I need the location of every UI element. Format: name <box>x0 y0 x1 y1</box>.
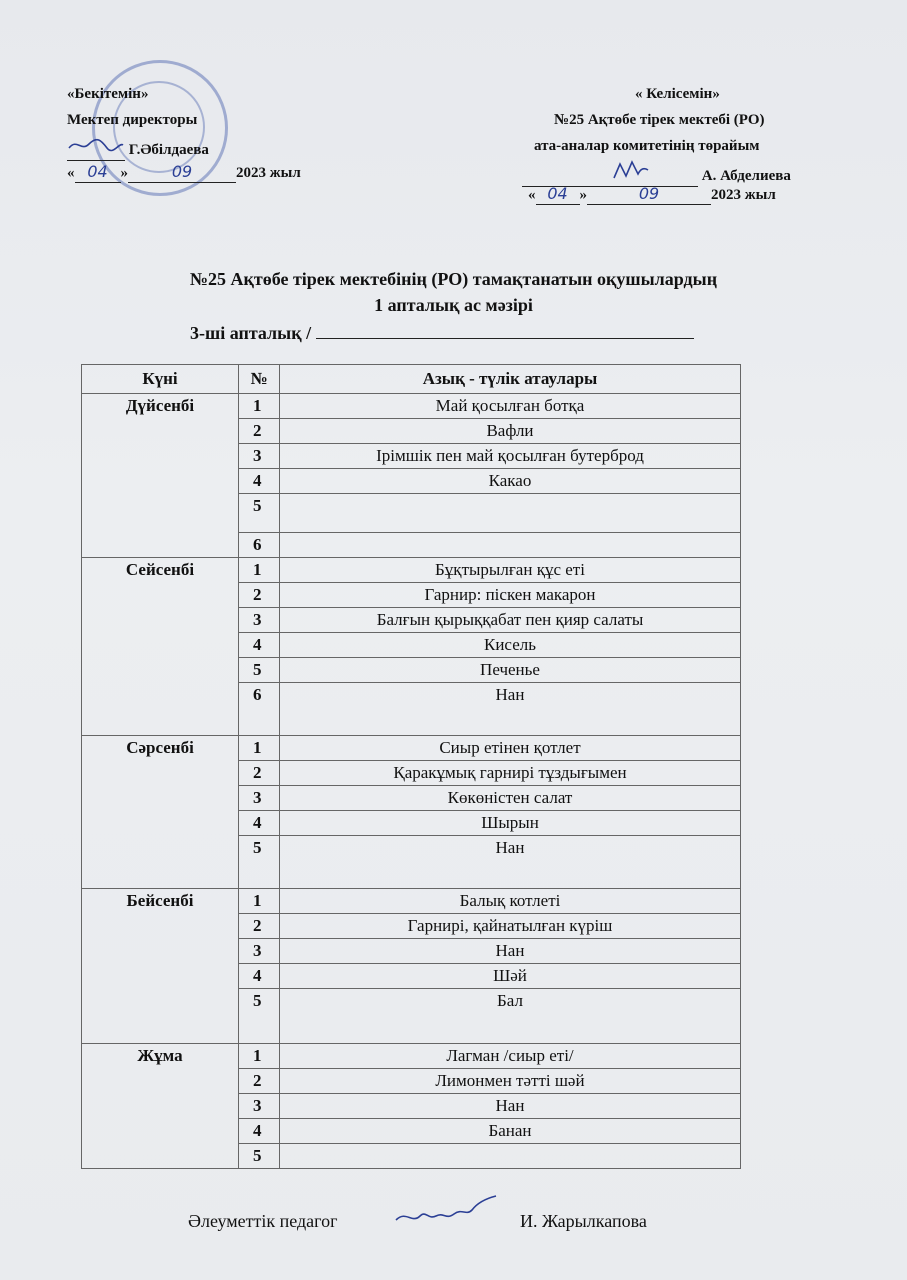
item-number: 6 <box>239 533 280 558</box>
table-row <box>82 889 741 914</box>
agreement-date: « 04 » 09 2023 жыл <box>528 184 776 203</box>
week-label: 3-ші апталық / <box>190 323 312 343</box>
item-number: 5 <box>239 836 280 889</box>
item-number: 1 <box>239 558 280 583</box>
food-item: Печенье <box>280 658 741 683</box>
approval-name: Г.Әбілдаева <box>128 142 209 158</box>
agreement-heading: « Келісемін» <box>635 86 720 102</box>
item-number: 3 <box>239 608 280 633</box>
approval-date: « 04 » 09 2023 жыл <box>67 162 301 181</box>
approval-position: Мектеп директоры <box>67 112 198 128</box>
item-number: 1 <box>239 889 280 914</box>
food-item <box>280 1144 741 1169</box>
item-number: 6 <box>239 683 280 736</box>
agreement-year: 2023 жыл <box>711 187 776 203</box>
food-item: Нан <box>280 939 741 964</box>
item-number: 5 <box>239 1144 280 1169</box>
item-number: 2 <box>239 914 280 939</box>
item-number: 4 <box>239 964 280 989</box>
item-number: 4 <box>239 469 280 494</box>
item-number: 1 <box>239 1044 280 1069</box>
food-item: Бұқтырылған құс еті <box>280 558 741 583</box>
day-cell: Сәрсенбі <box>82 736 239 889</box>
table-row <box>82 1044 741 1069</box>
item-number: 3 <box>239 786 280 811</box>
agreement-position: ата-аналар комитетінің төрайым <box>534 138 760 154</box>
food-item: Шырын <box>280 811 741 836</box>
food-item: Шәй <box>280 964 741 989</box>
parent-signature <box>522 160 698 187</box>
food-item: Сиыр етінен қотлет <box>280 736 741 761</box>
footer-position: Әлеуметтік педагог <box>188 1211 338 1231</box>
item-number: 5 <box>239 658 280 683</box>
director-signature <box>67 136 125 161</box>
table-row <box>82 736 741 761</box>
food-item: Қаракұмық гарнирі тұздығымен <box>280 761 741 786</box>
menu-body <box>82 394 741 1169</box>
approval-heading: «Бекітемін» <box>67 86 149 102</box>
day-cell: Сейсенбі <box>82 558 239 736</box>
approval-year: 2023 жыл <box>236 165 301 181</box>
doc-title-line2: 1 апталық ас мәзірі <box>374 295 533 315</box>
menu-table <box>81 364 741 1169</box>
agreement-day: 04 <box>536 184 580 205</box>
week-label-row <box>190 322 694 344</box>
food-item: Гарнир: піскен макарон <box>280 583 741 608</box>
food-item: Банан <box>280 1119 741 1144</box>
item-number: 4 <box>239 811 280 836</box>
item-number: 5 <box>239 494 280 533</box>
food-item: Бал <box>280 989 741 1044</box>
item-number: 3 <box>239 1094 280 1119</box>
day-cell: Жұма <box>82 1044 239 1169</box>
food-item: Гарнирі, қайнатылған күріш <box>280 914 741 939</box>
item-number: 3 <box>239 939 280 964</box>
agreement-month: 09 <box>587 184 711 205</box>
food-item <box>280 494 741 533</box>
week-blank <box>316 322 694 339</box>
header-day: Күні <box>82 365 239 394</box>
food-item: Май қосылған ботқа <box>280 394 741 419</box>
item-number: 2 <box>239 1069 280 1094</box>
item-number: 1 <box>239 736 280 761</box>
day-cell: Бейсенбі <box>82 889 239 1044</box>
footer-name: И. Жарылкапова <box>520 1211 647 1231</box>
food-item: Нан <box>280 683 741 736</box>
header-food: Азық - түлік атаулары <box>280 365 741 394</box>
social-pedagogue-signature <box>392 1190 502 1235</box>
food-item: Балғын қырыққабат пен қияр салаты <box>280 608 741 633</box>
food-item: Ірімшік пен май қосылған бутерброд <box>280 444 741 469</box>
approval-day: 04 <box>75 162 121 183</box>
table-header-row <box>82 365 741 394</box>
food-item: Балық котлеті <box>280 889 741 914</box>
header-number: № <box>239 365 280 394</box>
food-item: Нан <box>280 836 741 889</box>
food-item: Нан <box>280 1094 741 1119</box>
food-item: Лимонмен тәтті шәй <box>280 1069 741 1094</box>
item-number: 3 <box>239 444 280 469</box>
doc-title-line1: №25 Ақтөбе тірек мектебінің (РО) тамақтанатын оқушылардың <box>189 269 718 289</box>
item-number: 4 <box>239 633 280 658</box>
item-number: 2 <box>239 583 280 608</box>
table-row <box>82 394 741 419</box>
approval-signature-line <box>67 136 209 161</box>
food-item: Какао <box>280 469 741 494</box>
agreement-name: А. Абделиева <box>701 168 791 184</box>
agreement-signature-line <box>522 160 791 187</box>
item-number: 1 <box>239 394 280 419</box>
food-item: Кисель <box>280 633 741 658</box>
agreement-org: №25 Ақтөбе тірек мектебі (РО) <box>554 112 765 128</box>
item-number: 2 <box>239 761 280 786</box>
item-number: 5 <box>239 989 280 1044</box>
food-item <box>280 533 741 558</box>
day-cell: Дүйсенбі <box>82 394 239 558</box>
table-row <box>82 558 741 583</box>
item-number: 2 <box>239 419 280 444</box>
food-item: Көкөністен салат <box>280 786 741 811</box>
food-item: Вафли <box>280 419 741 444</box>
item-number: 4 <box>239 1119 280 1144</box>
food-item: Лагман /сиыр еті/ <box>280 1044 741 1069</box>
approval-month: 09 <box>128 162 236 183</box>
